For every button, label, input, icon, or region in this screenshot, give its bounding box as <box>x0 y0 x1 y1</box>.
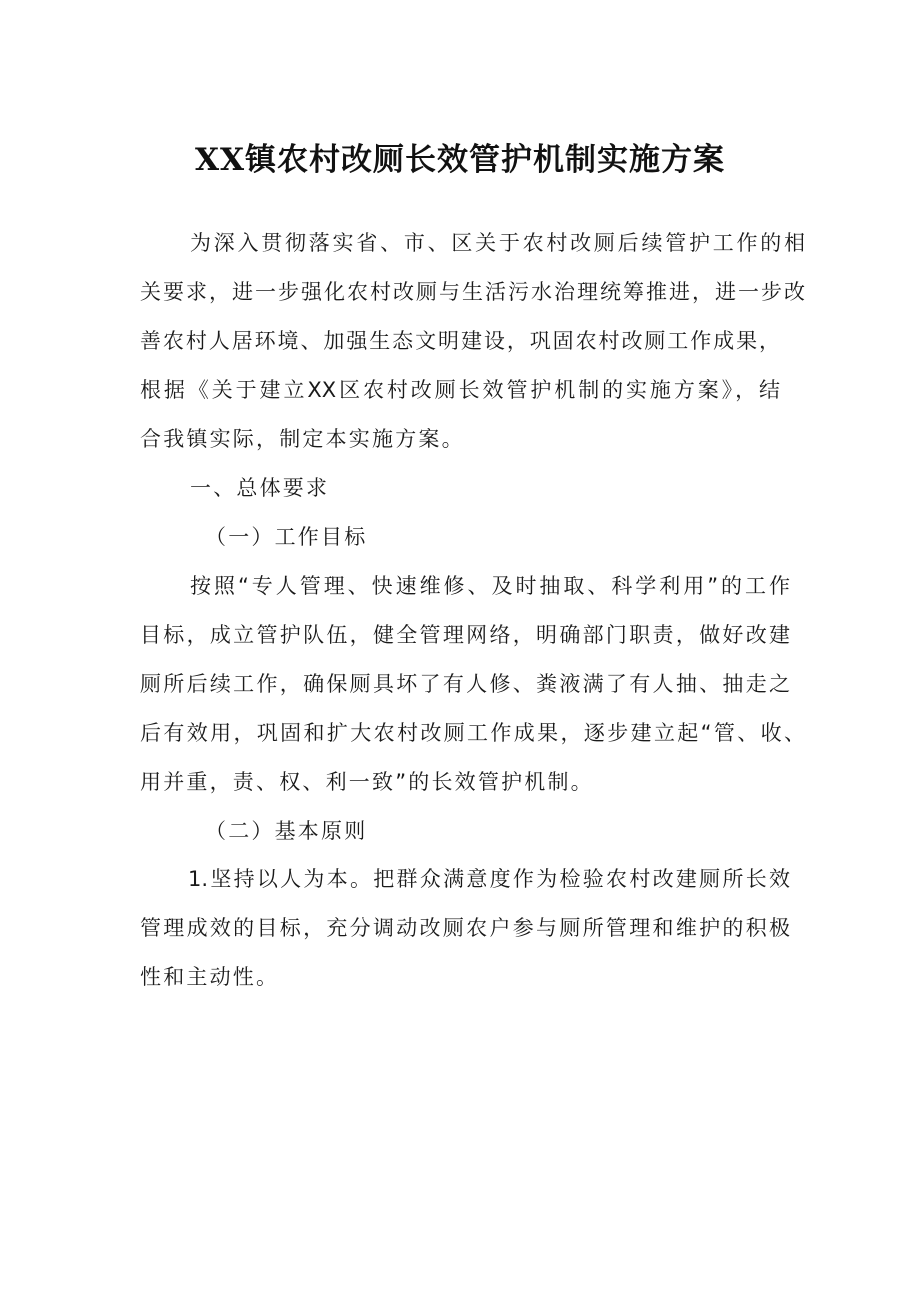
paragraph-line: 1.坚持以人为本。把群众满意度作为检验农村改建厕所长效 <box>188 867 790 891</box>
paragraph-line: 善农村人居环境、加强生态文明建设，巩固农村改厕工作成果， <box>140 329 780 353</box>
paragraph-line: 目标，成立管护队伍，健全管理网络，明确部门职责，做好改建 <box>140 623 790 647</box>
paragraph-line: 用并重，责、权、利一致”的长效管护机制。 <box>140 770 594 794</box>
section-heading: 一、总体要求 <box>190 476 330 500</box>
document-title: XX镇农村改厕长效管护机制实施方案 <box>194 142 726 178</box>
paragraph-line: 关要求，进一步强化农村改厕与生活污水治理统筹推进，进一步改 <box>140 280 805 304</box>
subsection-heading: （一）工作目标 <box>205 525 368 549</box>
paragraph-line: 合我镇实际，制定本实施方案。 <box>140 427 465 451</box>
paragraph-line: 性和主动性。 <box>140 965 280 989</box>
subsection-heading: （二）基本原则 <box>205 819 368 843</box>
paragraph-line: 管理成效的目标，充分调动改厕农户参与厕所管理和维护的积极 <box>140 916 790 940</box>
paragraph-line: 为深入贯彻落实省、市、区关于农村改厕后续管护工作的相 <box>190 231 805 255</box>
paragraph-line: 按照“专人管理、快速维修、及时抽取、科学利用”的工作 <box>190 574 790 598</box>
paragraph-line: 厕所后续工作，确保厕具坏了有人修、粪液满了有人抽、抽走之 <box>140 672 790 696</box>
paragraph-line: 根据《关于建立XX区农村改厕长效管护机制的实施方案》，结 <box>140 378 780 402</box>
paragraph-line: 后有效用，巩固和扩大农村改厕工作成果，逐步建立起“管、收、 <box>140 721 805 745</box>
